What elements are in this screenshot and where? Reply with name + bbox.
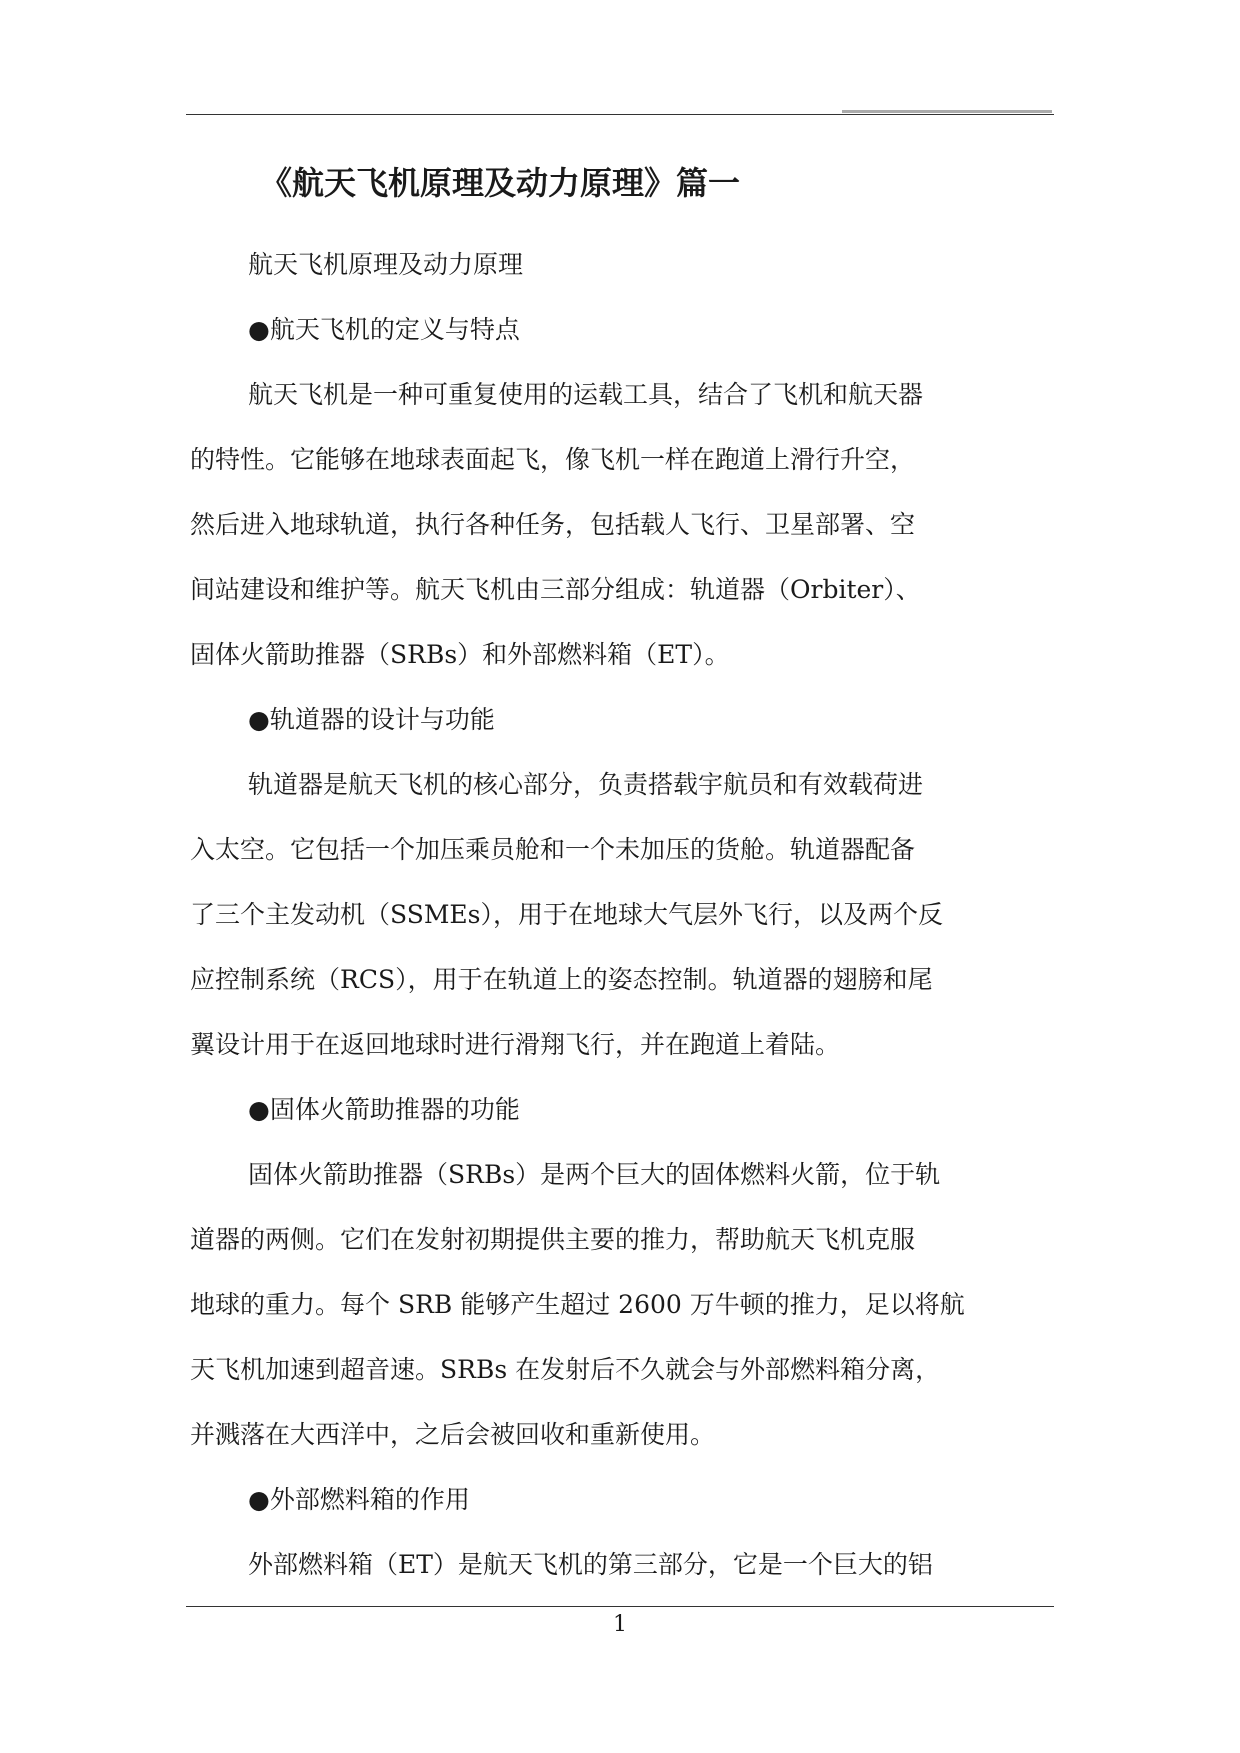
paragraph-line: 然后进入地球轨道，执行各种任务，包括载人飞行、卫星部署、空 bbox=[190, 510, 916, 539]
section-heading-orbiter: ●轨道器的设计与功能 bbox=[248, 705, 495, 734]
paragraph-line: 外部燃料箱（ET）是航天飞机的第三部分，它是一个巨大的铝 bbox=[248, 1550, 933, 1579]
header-rule bbox=[186, 114, 1054, 115]
paragraph-line: 道器的两侧。它们在发射初期提供主要的推力，帮助航天飞机克服 bbox=[190, 1225, 916, 1254]
section-heading-srb: ●固体火箭助推器的功能 bbox=[248, 1095, 520, 1124]
paragraph-line: 地球的重力。每个 SRB 能够产生超过 2600 万牛顿的推力，足以将航 bbox=[190, 1290, 965, 1319]
paragraph-line: 固体火箭助推器（SRBs）是两个巨大的固体燃料火箭，位于轨 bbox=[248, 1160, 941, 1189]
paragraph-line: 了三个主发动机（SSMEs），用于在地球大气层外飞行，以及两个反 bbox=[190, 900, 943, 929]
footer-rule bbox=[186, 1606, 1054, 1607]
section-heading-definition: ●航天飞机的定义与特点 bbox=[248, 315, 520, 344]
paragraph-line: 并溅落在大西洋中，之后会被回收和重新使用。 bbox=[190, 1420, 716, 1449]
paragraph-line: 轨道器是航天飞机的核心部分，负责搭载宇航员和有效载荷进 bbox=[248, 770, 924, 799]
paragraph-line: 翼设计用于在返回地球时进行滑翔飞行，并在跑道上着陆。 bbox=[190, 1030, 841, 1059]
paragraph-line: 入太空。它包括一个加压乘员舱和一个未加压的货舱。轨道器配备 bbox=[190, 835, 916, 864]
page-number: 1 bbox=[613, 1612, 627, 1637]
paragraph-line: 固体火箭助推器（SRBs）和外部燃料箱（ET）。 bbox=[190, 640, 730, 669]
paragraph-line: 航天飞机是一种可重复使用的运载工具，结合了飞机和航天器 bbox=[248, 380, 924, 409]
paragraph-line: 应控制系统（RCS），用于在轨道上的姿态控制。轨道器的翅膀和尾 bbox=[190, 965, 933, 994]
subtitle-line: 航天飞机原理及动力原理 bbox=[248, 250, 524, 279]
paragraph-line: 天飞机加速到超音速。SRBs 在发射后不久就会与外部燃料箱分离， bbox=[190, 1355, 941, 1384]
paragraph-line: 的特性。它能够在地球表面起飞，像飞机一样在跑道上滑行升空， bbox=[190, 445, 916, 474]
header-rule-accent bbox=[842, 110, 1052, 113]
paragraph-line: 间站建设和维护等。航天飞机由三部分组成：轨道器（Orbiter）、 bbox=[190, 575, 921, 604]
document-title: 《航天飞机原理及动力原理》篇一 bbox=[260, 164, 741, 202]
section-heading-external-tank: ●外部燃料箱的作用 bbox=[248, 1485, 470, 1514]
